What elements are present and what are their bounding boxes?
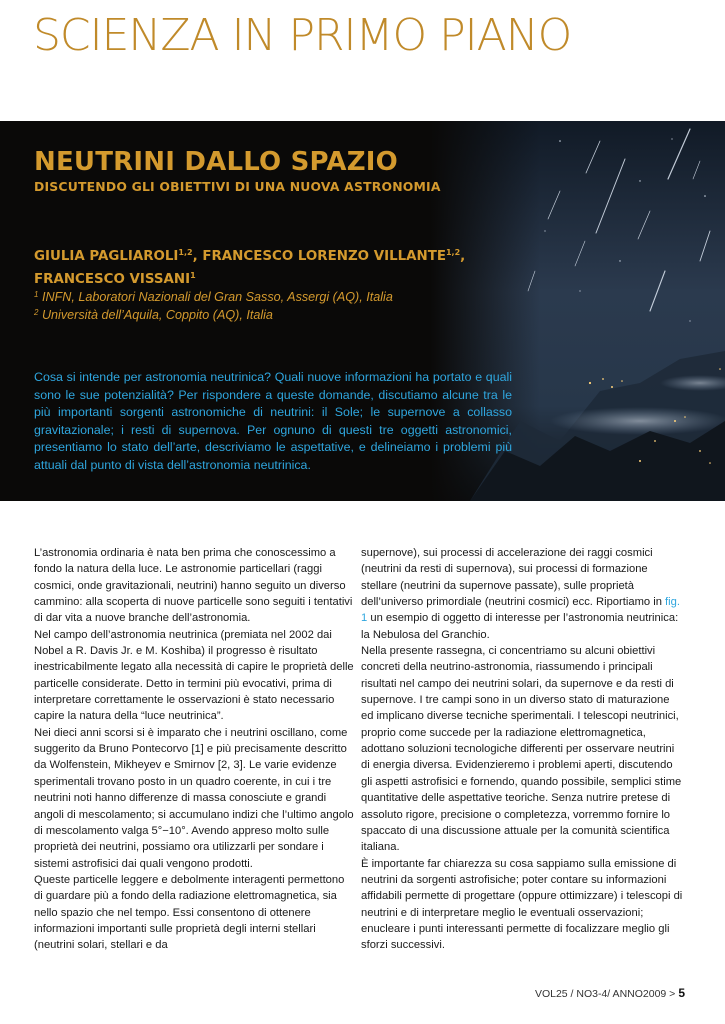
author-name: GIULIA PAGLIAROLI bbox=[34, 249, 179, 264]
body-paragraph: Nei dieci anni scorsi si è imparato che i neutrini oscillano, come suggerito da Bruno Pontecorvo [1] e più precisamente descritto da Wolfenstein, Mikheyev e Smirnov [2, 3]. Le varie evidenze sperimentali trovano posto in un quadro coerente, in cui i tre neutrini noti hanno differenze di massa conosciute e grandi angoli di mescolamento; si accumulano indizi che l’ultimo angolo di mescolamento valga 5°−10°. Avendo appreso molto sulle proprietà dei neutrini, possiamo ora utilizzarli per sondare i sistemi astrofisici dai quali vengono prodotti. bbox=[34, 726, 354, 870]
author-name: FRANCESCO VISSANI bbox=[34, 272, 191, 287]
issue-info: VOL25 / NO3-4/ ANNO2009 > bbox=[534, 988, 676, 1000]
page-number: 5 bbox=[678, 986, 685, 1000]
body-text: un esempio di oggetto di interesse per l’astronomia neutrinica: la Nebulosa del Granchio. bbox=[361, 612, 679, 641]
body-text: supernove), sui processi di accelerazione dei raggi cosmici (neutrini da resti di supernova), sui processi di formazione stellare (neutrini da supernove passate), sulle proprietà dell’universo primordiale (neutrini cosmici) ecc. Riportiamo in bbox=[361, 547, 666, 609]
figure-reference-link[interactable]: fig. 1 bbox=[361, 596, 680, 625]
author-name: FRANCESCO LORENZO VILLANTE bbox=[202, 249, 446, 264]
title-banner bbox=[0, 121, 725, 501]
author-affiliation-mark: 1,2 bbox=[445, 248, 461, 257]
body-paragraph: L’astronomia ordinaria è nata ben prima che conoscessimo a fondo la natura della luce. Le astronomie particellari (raggi cosmici, onde gravitazionali, neutrini) hanno seguito un diverso cammino: alla scoperta di nuove particelle sono seguiti i tentativi di dar vita a nuove branche dell’astronomia. bbox=[34, 547, 353, 625]
author-affiliation-mark: 1,2 bbox=[178, 248, 193, 257]
body-paragraph: Queste particelle leggere e debolmente interagenti permettono di guardare più a fondo della radiazione elettromagnetica, sia nello spazio che nel tempo. Essi consentono di ottenere informazioni importanti sulle proprietà degli interni stellari (neutrini solari, stellari e da bbox=[34, 873, 345, 952]
affiliation-text: Università dell’Aquila, Coppito (AQ), Italia bbox=[41, 308, 273, 322]
section-title: SCIENZA IN PRIMO PIANO bbox=[33, 10, 572, 61]
article-subtitle: DISCUTENDO GLI OBIETTIVI DI UNA NUOVA ASTRONOMIA bbox=[34, 179, 441, 194]
affiliation-2 bbox=[34, 308, 474, 322]
article-title: NEUTRINI DALLO SPAZIO bbox=[34, 147, 398, 177]
body-paragraph: Nella presente rassegna, ci concentriamo su alcuni obiettivi concreti della neutrino-astronomia, riassumendo i principali risultati nel campo dei neutrini solari, da supernove e da resti di supernove. I tre campi sono in un diverso stato di maturazione ed implicano diverse tecniche sperimentali. I telescopi neutrinici, proprio come succede per la radiazione elettromagnetica, adottano soluzioni tecnologiche differenti per osservare neutrini di energia diversa. Evidenzieremo i problemi aperti, discutendo gli aspetti astrofisici e fornendo, quando possibile, semplici stime quantitative delle aspettative teoriche. Senza nutrire pretese di assoluto rigore, precisione o completezza, vorremmo fornire lo spaccato di una discussione attuale per la comunità scientifica italiana. bbox=[361, 645, 682, 854]
body-column-left bbox=[34, 545, 356, 954]
affiliation-text: INFN, Laboratori Nazionali del Gran Sasso, Assergi (AQ), Italia bbox=[41, 290, 393, 304]
body-column-right bbox=[361, 545, 683, 954]
author-list bbox=[34, 245, 474, 291]
affiliation-mark: 2 bbox=[34, 308, 39, 317]
body-paragraph bbox=[361, 545, 683, 643]
body-paragraph: È importante far chiarezza su cosa sappiamo sulla emissione di neutrini da sorgenti astrofisiche; poter contare su informazioni affidabili permette di progettare (oppure ottimizzare) i telescopi di neutrini e di interpretare meglio le eventuali osservazioni; enucleare i punti interessanti permette di focalizzare meglio gli sforzi successivi. bbox=[361, 857, 683, 952]
author-separator: , bbox=[192, 249, 203, 264]
abstract: Cosa si intende per astronomia neutrinica? Quali nuove informazioni ha portato e quali sono le sue potenzialità? Per rispondere a queste domande, discutiamo alcune tra le più importanti sorgenti astronomiche di neutrini: il Sole; le supernove a collasso gravitazionale; i resti di supernova. Per ognuno di questi tre oggetti astronomici, presentiamo lo stato dell’arte, descriviamo le aspettative, e delineiamo i problemi più attuali dal punto di vista dell’astronomia neutrinica. bbox=[34, 370, 512, 472]
page-footer bbox=[535, 986, 685, 1000]
author-affiliation-mark: 1 bbox=[190, 271, 196, 280]
affiliation-mark: 1 bbox=[34, 290, 39, 299]
affiliation-1 bbox=[34, 290, 474, 304]
author-separator: , bbox=[460, 249, 466, 264]
body-paragraph: Nel campo dell’astronomia neutrinica (premiata nel 2002 dai Nobel a R. Davis Jr. e M. Koshiba) il progresso è risultato inestricabilmente legato alla necessità di capire le proprietà delle particelle considerate. Detto in termini più evocativi, prima di interpretare correttamente le osservazioni è stato necessario capire la natura della “luce neutrinica”. bbox=[34, 628, 354, 723]
